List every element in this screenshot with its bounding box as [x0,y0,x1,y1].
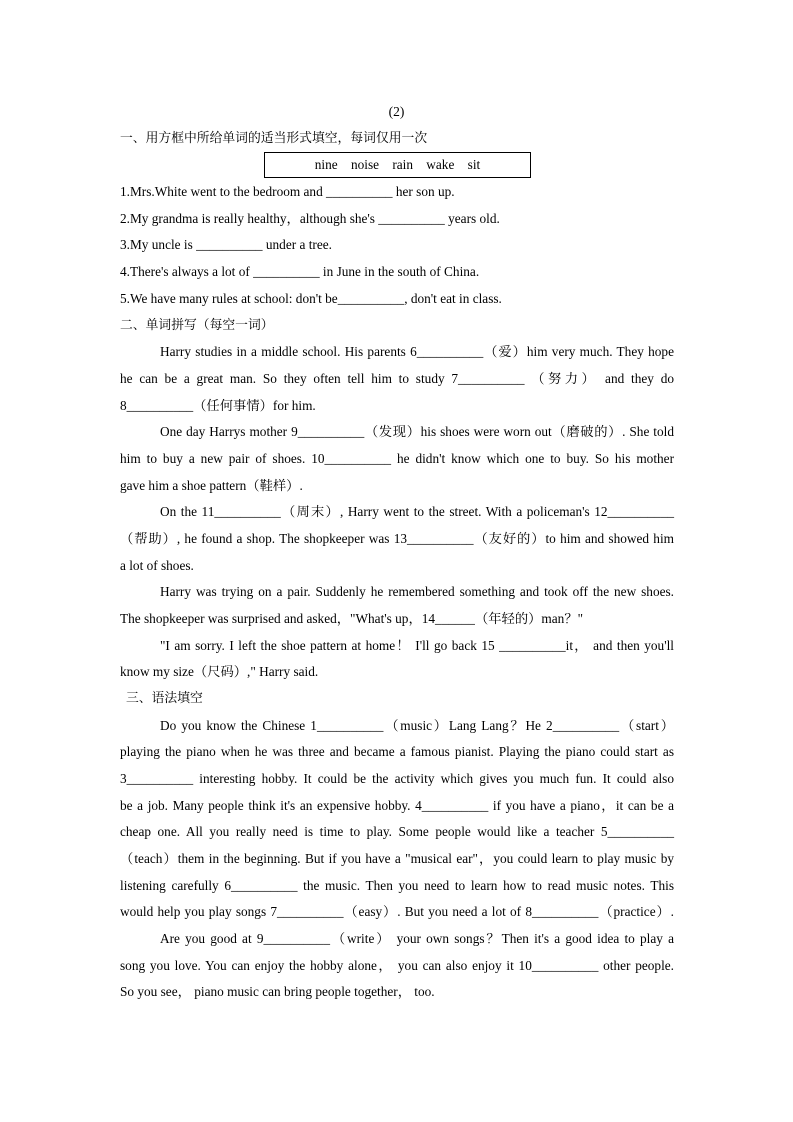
passage-line: a lot of shoes. [120,558,194,573]
passage-line: listening carefully 6__________ the music. Then you need to learn how to read music notes. This [120,878,674,893]
passage-line: he can be a great man. So they often tell him to study 7__________ （努力） and they do [120,371,674,386]
passage-line: him to buy a new pair of shoes. 10__________ he didn't know which one to buy. So his mother [120,451,674,466]
passage-line: 8__________（任何事情）for him. [120,398,316,413]
passage-line: Harry studies in a middle school. His parents 6__________（爱）him very much. They hope [160,344,674,359]
question-item: 3.My uncle is __________ under a tree. [120,237,332,252]
passage-line: So you see， piano music can bring people together， too. [120,984,435,999]
passage-line: be a job. Many people think it's an expensive hobby. 4__________ if you have a piano，it can be a [120,798,674,813]
passage-line: song you love. You can enjoy the hobby alone， you can also enjoy it 10__________ other people. [120,958,674,973]
passage-line: gave him a shoe pattern（鞋样）. [120,478,303,493]
passage-line: would help you play songs 7__________（easy）. But you need a lot of 8__________（practice）. [120,904,674,919]
section1-heading: 一、用方框中所给单词的适当形式填空，每词仅用一次 [120,131,428,146]
question-item: 1.Mrs.White went to the bedroom and __________ her son up. [120,184,455,199]
passage-line: The shopkeeper was surprised and asked，"What's up，14______（年轻的）man？" [120,611,584,626]
section3-heading: 三、语法填空 [126,691,203,706]
passage-line: One day Harrys mother 9__________（发现）his shoes were worn out（磨破的）. She told [160,424,674,439]
passage-line: cheap one. All you really need is time to play. Some people would like a teacher 5__________ [120,824,674,839]
passage-line: Do you know the Chinese 1__________（music）Lang Lang？He 2__________（start） [160,718,674,733]
page-title: (2) [388,104,405,119]
question-item: 5.We have many rules at school: don't be__________, don't eat in class. [120,291,502,306]
passage-line: （teach）them in the beginning. But if you have a "musical ear"，you could learn to play music by [120,851,674,866]
word-box-text: nine noise rain wake sit [314,157,481,172]
section2-heading: 二、单词拼写（每空一词） [120,318,274,333]
passage-line: playing the piano when he was three and became a famous pianist. Playing the piano could start as [120,744,674,759]
passage-line: "I am sorry. I left the shoe pattern at home！ I'll go back 15 __________it， and then you'll [160,638,674,653]
passage-line: 3__________ interesting hobby. It could be the activity which gives you much fun. It could also [120,771,674,786]
passage-line: know my size（尺码）," Harry said. [120,664,319,679]
passage-line: Are you good at 9__________（write） your own songs？Then it's a good idea to play a [160,931,674,946]
passage-line: （帮助）, he found a shop. The shopkeeper was 13__________（友好的）to him and showed him [120,531,674,546]
question-item: 2.My grandma is really healthy，although she's __________ years old. [120,211,500,226]
passage-line: Harry was trying on a pair. Suddenly he remembered something and took off the new shoes. [160,584,674,599]
passage-line: On the 11__________（周末）, Harry went to the street. With a policeman's 12__________ [160,504,674,519]
question-item: 4.There's always a lot of __________ in June in the south of China. [120,264,480,279]
word-box [264,152,531,178]
